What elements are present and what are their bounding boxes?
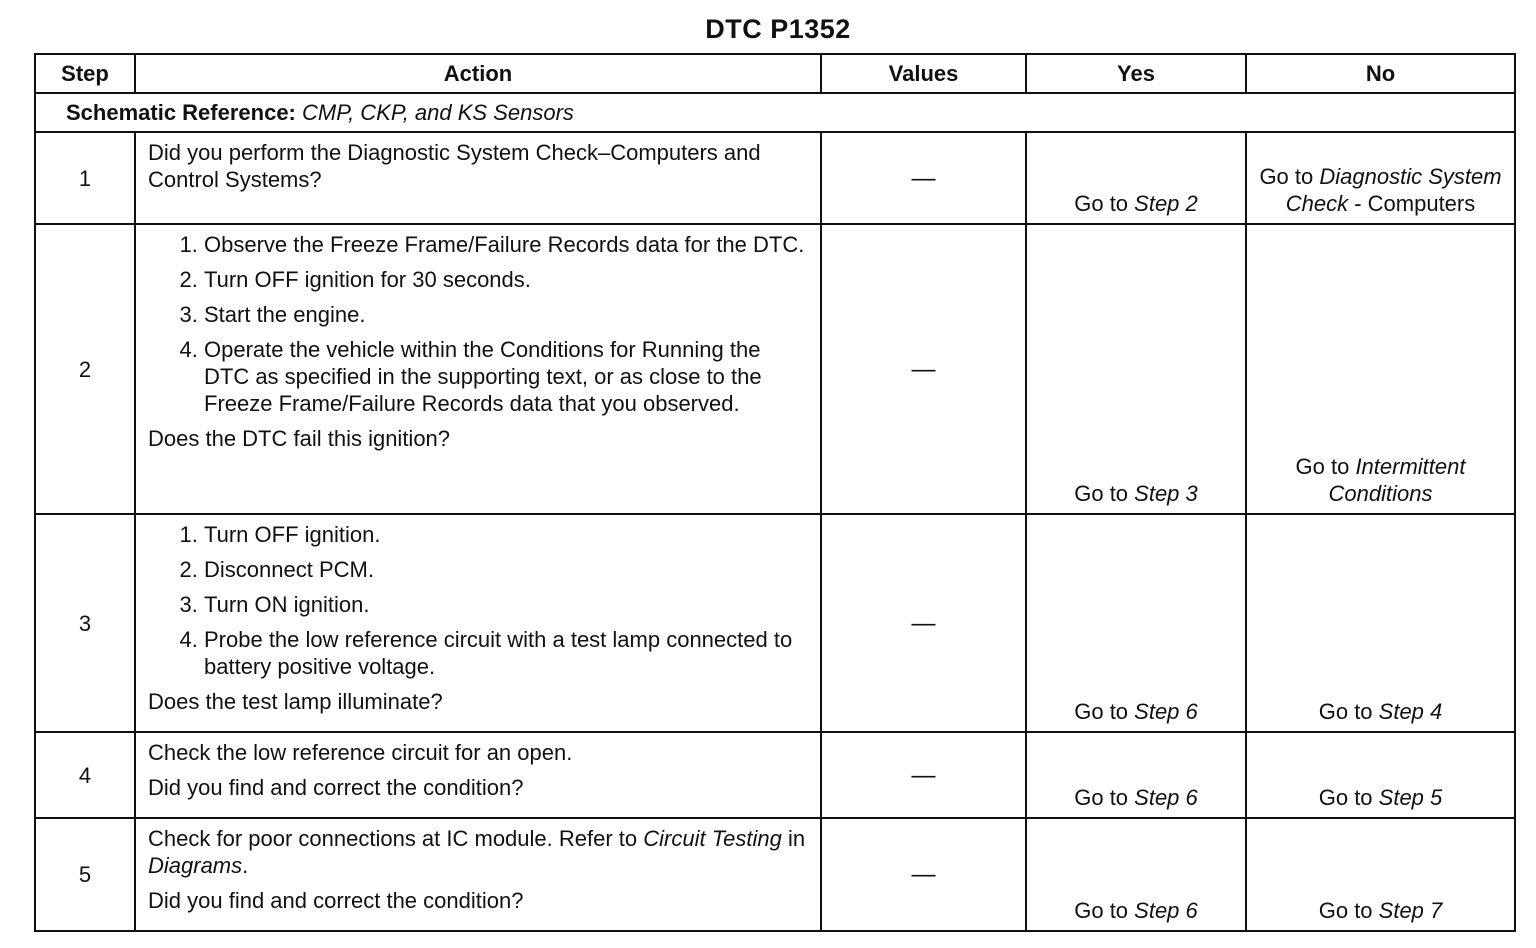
table-row-step-2 [35,224,1515,514]
no-link[interactable]: Step 4 [1378,699,1443,724]
no-cell [1246,514,1515,732]
no-prefix: Go to [1318,898,1379,923]
circuit-testing-link[interactable]: Circuit Testing [643,826,782,851]
yes-prefix: Go to [1074,481,1135,506]
header-no: No [1246,54,1515,93]
action-list-item: 2. Turn OFF ignition for 30 seconds. [204,266,810,293]
yes-cell [1026,514,1246,732]
schematic-reference-row [35,93,1515,132]
yes-cell [1026,132,1246,224]
schematic-reference [35,93,1515,132]
values-cell: — [821,818,1026,931]
action-text-a: Check for poor connections at IC module. Refer to [148,826,644,851]
diagnostic-table [34,53,1516,932]
values-cell: — [821,732,1026,818]
page-title: DTC P1352 [705,14,851,44]
yes-link[interactable]: Step 6 [1134,785,1198,810]
action-list-item: 3. Start the engine. [204,301,810,328]
action-text: Check the low reference circuit for an open. [148,740,573,765]
yes-cell [1026,732,1246,818]
no-link[interactable]: Step 5 [1378,785,1443,810]
no-cell [1246,132,1515,224]
no-cell [1246,732,1515,818]
action-cell [135,224,821,514]
table-row-step-3 [35,514,1515,732]
header-row [35,54,1515,93]
no-cell [1246,224,1515,514]
action-list-item: 1. Observe the Freeze Frame/Failure Records data for the DTC. [204,231,810,258]
step-number: 2 [35,224,135,514]
action-text-c: . [242,853,249,878]
diagrams-link[interactable]: Diagrams [148,853,243,878]
action-list-item: 1. Turn OFF ignition. [204,521,810,548]
yes-link[interactable]: Step 6 [1134,699,1198,724]
step-number: 4 [35,732,135,818]
action-question: Did you find and correct the condition? [148,888,524,913]
yes-link[interactable]: Step 6 [1134,898,1198,923]
yes-link[interactable]: Step 3 [1134,481,1198,506]
no-prefix: Go to [1318,699,1379,724]
step-number: 3 [35,514,135,732]
action-question: Did you find and correct the condition? [148,775,524,800]
action-list-item: 3. Turn ON ignition. [204,591,810,618]
schematic-reference-value: CMP, CKP, and KS Sensors [302,100,574,125]
no-prefix: Go to [1318,785,1379,810]
header-action: Action [135,54,821,93]
action-list [148,231,810,417]
action-text: Did you perform the Diagnostic System Check–Computers and Control Systems? [148,140,761,192]
no-suffix: - Computers [1348,191,1476,216]
values-cell: — [821,224,1026,514]
header-step: Step [35,54,135,93]
action-question: Does the test lamp illuminate? [148,689,443,714]
no-link[interactable]: Step 7 [1378,898,1443,923]
table-row-step-5 [35,818,1515,931]
step-number: 5 [35,818,135,931]
yes-prefix: Go to [1074,191,1135,216]
no-link[interactable]: Intermittent Conditions [1328,454,1466,506]
action-list-item: 4. Probe the low reference circuit with a test lamp connected to battery positive voltage. [204,626,810,680]
table-row-step-1 [35,132,1515,224]
no-link[interactable]: Diagnostic System Check [1285,164,1502,216]
yes-prefix: Go to [1074,898,1135,923]
action-question: Does the DTC fail this ignition? [148,426,451,451]
step-number: 1 [35,132,135,224]
yes-link[interactable]: Step 2 [1134,191,1198,216]
action-cell [135,732,821,818]
action-text [148,825,810,879]
yes-cell [1026,224,1246,514]
action-cell [135,132,821,224]
values-cell: — [821,132,1026,224]
no-prefix: Go to [1259,164,1320,189]
action-text-b: in [781,826,806,851]
header-values: Values [821,54,1026,93]
action-list-item: 4. Operate the vehicle within the Conditions for Running the DTC as specified in the supporting text, or as close to the Freeze Frame/Failure Records data that you observed. [204,336,810,417]
action-cell [135,514,821,732]
yes-prefix: Go to [1074,699,1135,724]
table-row-step-4 [35,732,1515,818]
yes-prefix: Go to [1074,785,1135,810]
yes-cell [1026,818,1246,931]
action-list-item: 2. Disconnect PCM. [204,556,810,583]
header-yes: Yes [1026,54,1246,93]
schematic-reference-label: Schematic Reference: [66,100,296,125]
action-cell [135,818,821,931]
no-cell [1246,818,1515,931]
no-prefix: Go to [1295,454,1356,479]
values-cell: — [821,514,1026,732]
action-list [148,521,810,680]
